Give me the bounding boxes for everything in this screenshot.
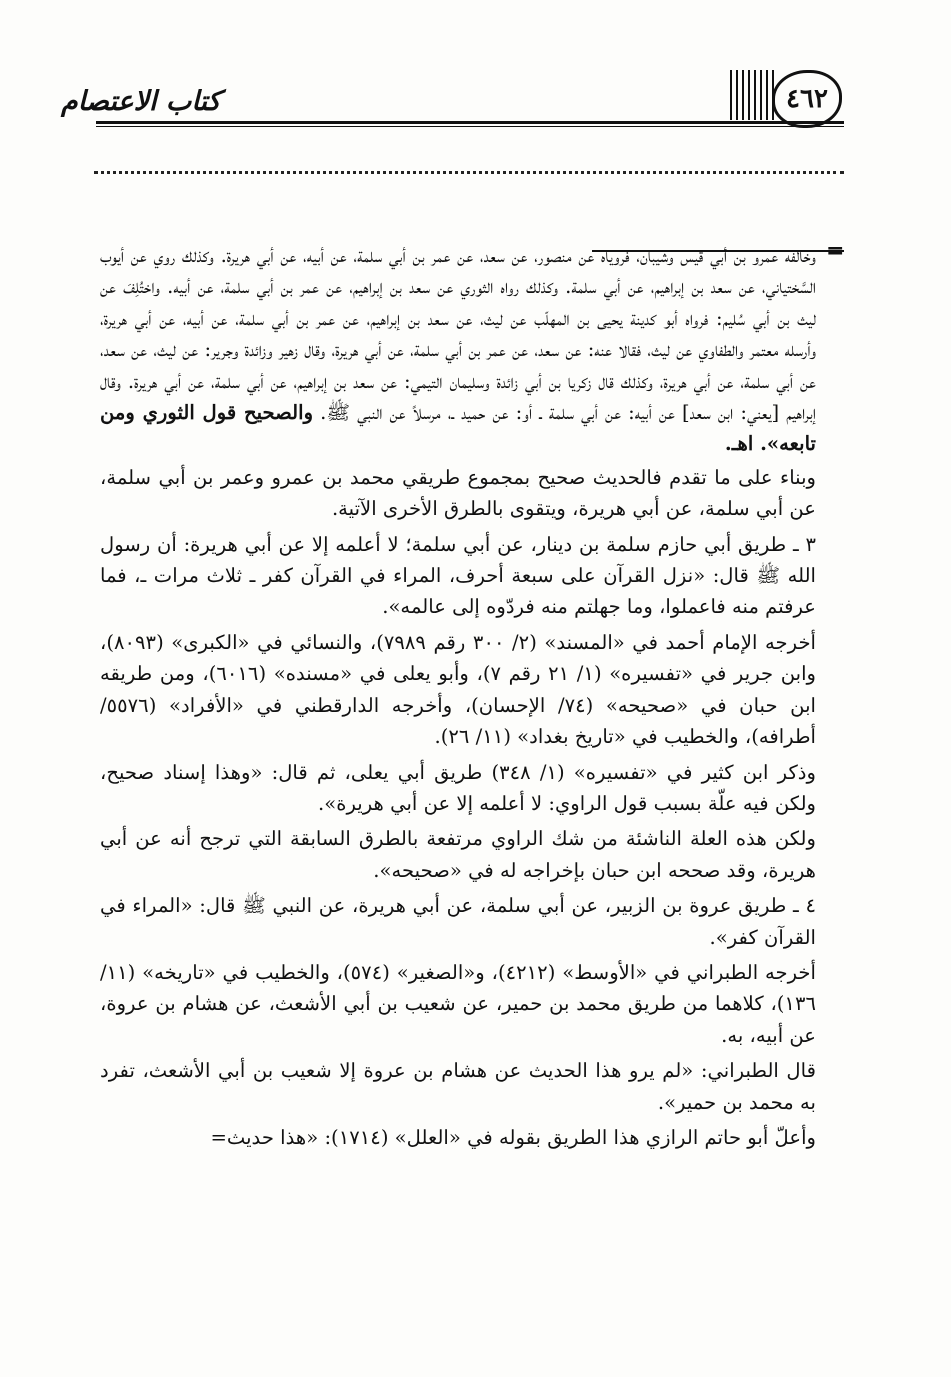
- page-number: ٤٦٢: [772, 70, 842, 128]
- paragraph: وبناء على ما تقدم فالحديث صحيح بمجموع طريقي محمد بن عمرو وعمر بن أبي سلمة، عن أبي سلمة، عن أبي هريرة، ويتقوى بالطرق الأخرى الآتية.: [100, 465, 816, 521]
- emphasis-text: والصحيح قول الثوري ومن تابعه: [100, 401, 816, 456]
- dotted-separator: [94, 171, 844, 174]
- paragraph: ٣ ـ طريق أبي حازم سلمة بن دينار، عن أبي سلمة؛ لا أعلمه إلا عن أبي هريرة: أن رسول الله ﷺ قال: «نزل القرآن على سبعة أحرف، المراء في القرآن كفر ـ ثلاث مرات ـ، فما عرفتم منه فاعملوا، وما جهلتم منه فردّوه إلى عالمه».: [100, 532, 816, 619]
- book-title: كتاب الاعتصام: [61, 86, 221, 117]
- paragraph: قال الطبراني: «لم يرو هذا الحديث عن هشام بن عروة إلا شعيب بن أبي الأشعث، تفرد به محمد بن حمير».: [100, 1059, 816, 1114]
- paragraph: [100, 240, 816, 460]
- header-rule-thin: [96, 126, 844, 127]
- paragraph-text: وخالفه عمرو بن أبي قيس وشيبان، فروياه عن منصور، عن سعد، عن عمر بن أبي سلمة، عن أبيه، عن أبي هريرة. وكذلك روي عن أيوب السَّختياني، عن سعد بن إبراهيم، عن أبي سلمة. وكذلك رواه الثوري عن سعد بن إبراهيم، عن عمر بن أبي سلمة، عن أبيه. واختُلِفَ عن ليث بن أبي سُليم: فرواه أبو كدينة يحيى بن المهلّب عن ليث، عن سعد بن إبراهيم، عن عمر بن أبي سلمة، عن أبيه، عن أبي هريرة، وأرسله معتمر والطفاوي عن ليث، فقالا عنه: عن سعد، عن عمر بن أبي سلمة، عن أبي هريرة، وقال زهير وزائدة وجرير: عن ليث، عن سعد، عن أبي سلمة، عن أبي هريرة، وكذلك قال زكريا بن أبي زائدة وسليمان التيمي: عن سعد بن إبراهيم، عن أبي سلمة، عن أبي هريرة. وقال إبراهيم [يعني: ابن سعد] عن أبيه: عن أبي سلمة ـ أو: عن حميد ـ، مرسلاً عن النبي ﷺ.: [100, 244, 816, 425]
- page-header: [0, 0, 951, 130]
- header-rule: [96, 121, 844, 124]
- paragraph-tail: ». اهـ.: [724, 432, 780, 456]
- footnote-body: [100, 240, 816, 1157]
- decorative-bars: [730, 70, 774, 120]
- continuation-mark: =: [826, 238, 845, 264]
- paragraph: أخرجه الإمام أحمد في «المسند» (٢/ ٣٠٠ رقم ٧٩٨٩)، والنسائي في «الكبرى» (٨٠٩٣)، وابن جرير في «تفسيره» (١/ ٢١ رقم ٧)، وأبو يعلى في «مسنده» (٦٠١٦)، ومن طريقه ابن حبان في «صحيحه» (٧٤/ الإحسان)، وأخرجه الدارقطني في «الأفراد» (٥٥٧٦/ أطرافه)، والخطيب في «تاريخ بغداد» (١١/ ٢٦).: [100, 630, 817, 749]
- paragraph: ولكن هذه العلة الناشئة من شك الراوي مرتفعة بالطرق السابقة التي ترجح أنه عن أبي هريرة، وقد صححه ابن حبان بإخراجه له في «صحيحه».: [100, 827, 816, 882]
- paragraph: أخرجه الطبراني في «الأوسط» (٤٢١٢)، و«الصغير» (٥٧٤)، والخطيب في «تاريخه» (١١/ ١٣٦)، كلاهما من طريق محمد بن حمير، عن شعيب بن أبي الأشعث، عن هشام بن عروة، عن أبيه، به.: [100, 960, 816, 1047]
- paragraph: وذكر ابن كثير في «تفسيره» (١/ ٣٤٨) طريق أبي يعلى، ثم قال: «وهذا إسناد صحيح، ولكن فيه علّة بسبب قول الراوي: لا أعلمه إلا عن أبي هريرة».: [100, 760, 816, 815]
- paragraph: ٤ ـ طريق عروة بن الزبير، عن أبي سلمة، عن أبي هريرة، عن النبي ﷺ قال: «المراء في القرآن كفر».: [100, 894, 816, 949]
- paragraph: وأعلّ أبو حاتم الرازي هذا الطريق بقوله في «العلل» (١٧١٤): «هذا حديث=: [210, 1125, 816, 1149]
